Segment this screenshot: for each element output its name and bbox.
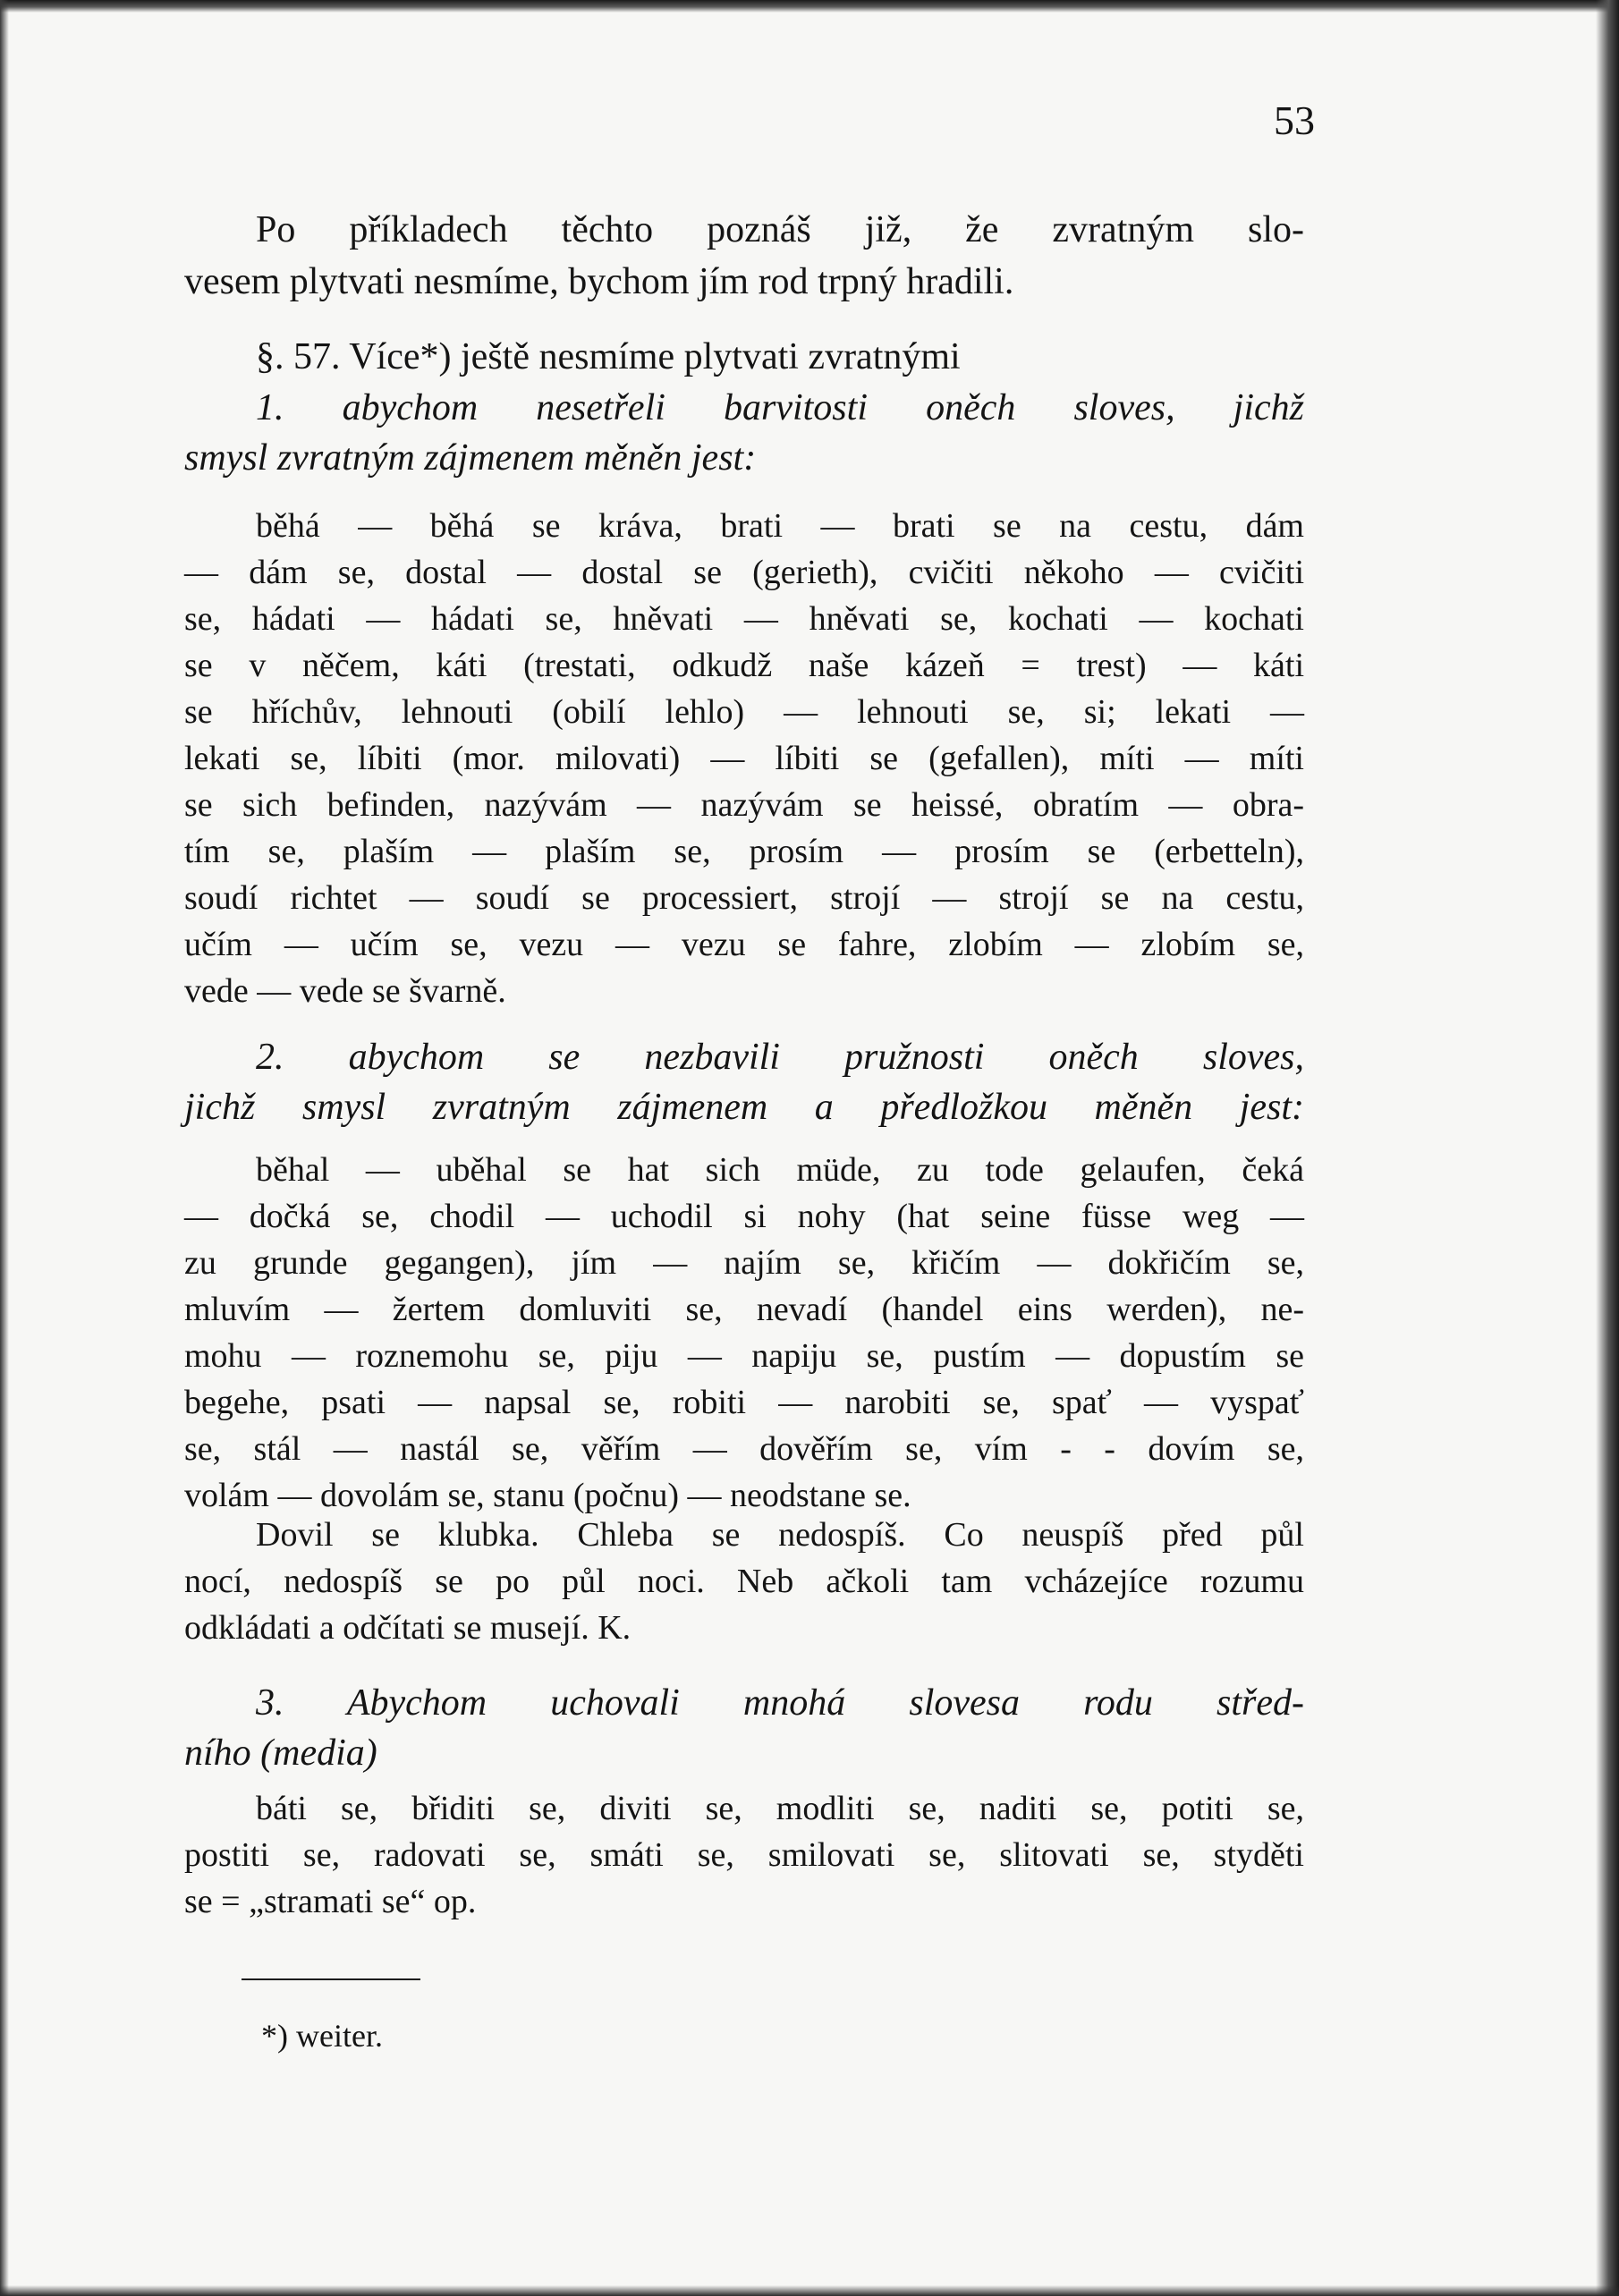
item-2-heading-line-2: jichž smysl zvratným zájmenem a předložkou měněn jest:: [184, 1087, 1304, 1128]
page-number: 53: [1274, 97, 1315, 143]
item-2-example-line-2: nocí, nedospíš se po půl noci. Neb ačkoli tam vcházejíce rozumu: [184, 1563, 1304, 1600]
item-2-heading: [184, 1032, 1304, 1132]
scan-edge-bottom: [0, 2285, 1619, 2296]
item-1-heading: [184, 383, 1304, 483]
footnote-rule: [242, 1978, 420, 1980]
item-2-heading-line-1: 2. abychom se nezbavili pružnosti oněch sloves,: [256, 1037, 1304, 1078]
item-1-line-5: se hříchův, lehnouti (obilí lehlo) — lehnouti se, si; lekati —: [184, 693, 1304, 731]
item-2-line-6: begehe, psati — napsal se, robiti — narobiti se, spať — vyspať: [184, 1384, 1304, 1421]
section-57: [184, 331, 1304, 483]
item-2-body: [184, 1147, 1304, 1519]
item-3-line-3: se = „stramati se“ op.: [184, 1883, 477, 1920]
intro-paragraph: [184, 204, 1304, 308]
item-1-line-3: se, hádati — hádati se, hněvati — hněvati se, kochati — kochati: [184, 600, 1304, 638]
item-2-line-1: běhal — uběhal se hat sich müde, zu tode gelaufen, čeká: [256, 1151, 1304, 1189]
item-1-heading-line-2: smysl zvratným zájmenem měněn jest:: [184, 437, 757, 479]
item-3-heading-line-1: 3. Abychom uchovali mnohá slovesa rodu střed-: [256, 1682, 1304, 1724]
item-1-line-8: tím se, plaším — plaším se, prosím — prosím se (erbetteln),: [184, 833, 1304, 870]
item-1-heading-line-1: 1. abychom nesetřeli barvitosti oněch sloves, jichž: [256, 387, 1304, 428]
scan-edge-top: [0, 0, 1619, 13]
item-2-line-4: mluvím — žertem domluviti se, nevadí (handel eins werden), ne-: [184, 1291, 1304, 1328]
item-2-examples: [184, 1512, 1304, 1651]
item-2-line-5: mohu — roznemohu se, piju — napiju se, pustím — dopustím se: [184, 1337, 1304, 1375]
item-3-line-1: báti se, břiditi se, diviti se, modliti se, naditi se, potiti se,: [256, 1790, 1304, 1827]
intro-line-1: Po příkladech těchto poznáš již, že zvratným slo-: [256, 209, 1304, 250]
intro-line-2: vesem plytvati nesmíme, bychom jím rod trpný hradili.: [184, 261, 1014, 302]
item-1-line-9: soudí richtet — soudí se processiert, strojí — strojí se na cestu,: [184, 879, 1304, 917]
item-2-line-2: — dočká se, chodil — uchodil si nohy (hat seine füsse weg —: [184, 1198, 1304, 1235]
item-3-body: [184, 1785, 1304, 1925]
footnote: *) weiter.: [261, 2018, 383, 2054]
item-1-body: [184, 503, 1304, 1014]
item-3-heading-line-2: ního (media): [184, 1733, 377, 1774]
scan-edge-left: [0, 0, 9, 2296]
section-57-title: §. 57. Více*) ještě nesmíme plytvati zvratnými: [256, 336, 961, 377]
item-1-line-6: lekati se, líbiti (mor. milovati) — líbiti se (gefallen), míti — míti: [184, 740, 1304, 777]
item-1-line-1: běhá — běhá se kráva, brati — brati se na cestu, dám: [256, 507, 1304, 545]
item-1-line-10: učím — učím se, vezu — vezu se fahre, zlobím — zlobím se,: [184, 926, 1304, 963]
item-2-example-line-3: odkládati a odčítati se musejí. K.: [184, 1609, 631, 1647]
item-1-line-2: — dám se, dostal — dostal se (gerieth), cvičiti někoho — cvičiti: [184, 554, 1304, 591]
scan-edge-right: [1596, 0, 1619, 2296]
item-3-heading: [184, 1678, 1304, 1778]
item-1-line-11: vede — vede se švarně.: [184, 972, 506, 1010]
item-2-line-7: se, stál — nastál se, věřím — dověřím se, vím - - dovím se,: [184, 1430, 1304, 1468]
item-2-line-8: volám — dovolám se, stanu (počnu) — neodstane se.: [184, 1477, 911, 1514]
item-1-line-7: se sich befinden, nazývám — nazývám se heissé, obratím — obra-: [184, 786, 1304, 824]
item-2-example-line-1: Dovil se klubka. Chleba se nedospíš. Co neuspíš před půl: [256, 1516, 1304, 1554]
item-2-line-3: zu grunde gegangen), jím — najím se, křičím — dokřičím se,: [184, 1244, 1304, 1282]
item-1-line-4: se v něčem, káti (trestati, odkudž naše kázeň = trest) — káti: [184, 647, 1304, 684]
item-3-line-2: postiti se, radovati se, smáti se, smilovati se, slitovati se, styděti: [184, 1836, 1304, 1874]
